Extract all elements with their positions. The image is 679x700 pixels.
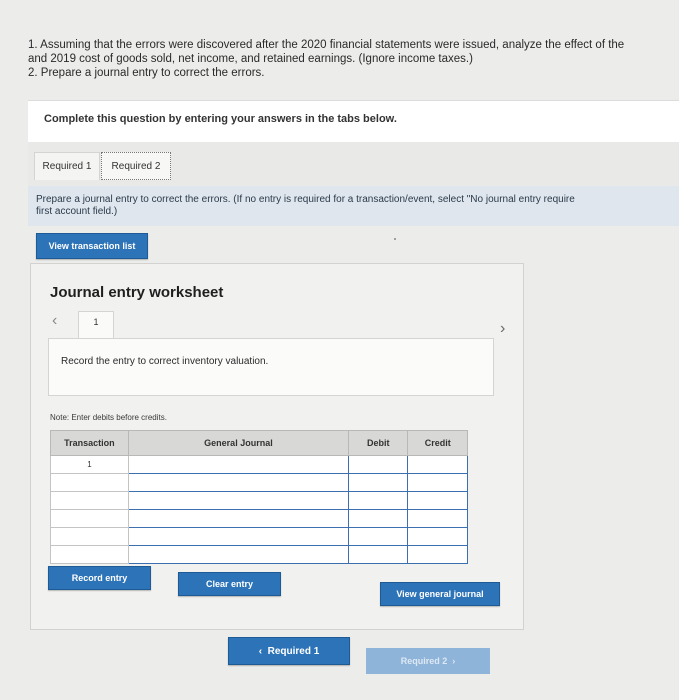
credit-input[interactable] (408, 528, 468, 546)
debit-input[interactable] (349, 528, 408, 546)
debit-input[interactable] (349, 456, 408, 474)
credit-input[interactable] (408, 546, 468, 564)
view-general-journal-button[interactable]: View general journal (380, 582, 500, 606)
header-transaction: Transaction (51, 431, 129, 456)
account-input[interactable] (128, 546, 348, 564)
question-line-2: and 2019 cost of goods sold, net income, and retained earnings. (Ignore income taxes.) (28, 53, 473, 65)
worksheet-page-tab[interactable]: 1 (78, 311, 114, 339)
account-input[interactable] (128, 528, 348, 546)
clear-entry-button[interactable]: Clear entry (178, 572, 281, 596)
header-debit: Debit (349, 431, 408, 456)
record-instruction-text: Record the entry to correct inventory valuation. (61, 356, 269, 367)
debit-input[interactable] (349, 510, 408, 528)
transaction-cell (51, 528, 129, 546)
credit-input[interactable] (408, 510, 468, 528)
record-instruction-box (48, 338, 494, 396)
table-row (51, 456, 468, 474)
account-input[interactable] (128, 474, 348, 492)
instructions-box (28, 186, 679, 226)
question-line-1: 1. Assuming that the errors were discovered after the 2020 financial statements were issued, analyze the effect of the (28, 39, 625, 51)
header-credit: Credit (408, 431, 468, 456)
next-required-label: Required 2 (400, 656, 448, 666)
transaction-cell (51, 546, 129, 564)
chevron-right-icon[interactable]: › (500, 320, 506, 337)
question-line-3: 2. Prepare a journal entry to correct the errors. (28, 67, 265, 79)
tab-required-2[interactable]: Required 2 (101, 152, 171, 180)
table-row (51, 474, 468, 492)
transaction-cell (51, 510, 129, 528)
table-row (51, 492, 468, 510)
account-input[interactable] (128, 510, 348, 528)
prev-required-label: Required 1 (267, 646, 320, 657)
cursor-dot (394, 238, 396, 240)
debit-input[interactable] (349, 474, 408, 492)
transaction-cell: 1 (51, 456, 129, 474)
journal-table (50, 430, 468, 564)
worksheet-title: Journal entry worksheet (50, 284, 224, 301)
tabs-bar (28, 142, 679, 186)
question-text (28, 38, 679, 80)
transaction-cell (51, 492, 129, 510)
header-general-journal: General Journal (128, 431, 348, 456)
view-transaction-list-button[interactable]: View transaction list (36, 233, 148, 259)
tab-required-1[interactable]: Required 1 (34, 152, 100, 180)
transaction-cell (51, 474, 129, 492)
credit-input[interactable] (408, 474, 468, 492)
account-input[interactable] (128, 492, 348, 510)
chevron-right-icon: › (447, 656, 456, 666)
complete-prompt-box (28, 100, 679, 143)
table-row (51, 510, 468, 528)
debit-input[interactable] (349, 492, 408, 510)
chevron-left-icon[interactable]: ‹ (52, 312, 58, 329)
credit-input[interactable] (408, 492, 468, 510)
debits-note: Note: Enter debits before credits. (50, 413, 167, 422)
next-required-button[interactable] (366, 648, 490, 674)
chevron-left-icon: ‹ (258, 646, 268, 657)
table-row (51, 546, 468, 564)
table-row (51, 528, 468, 546)
account-input[interactable] (128, 456, 348, 474)
credit-input[interactable] (408, 456, 468, 474)
debit-input[interactable] (349, 546, 408, 564)
prev-required-button[interactable] (228, 637, 350, 665)
record-entry-button[interactable]: Record entry (48, 566, 151, 590)
complete-prompt: Complete this question by entering your answers in the tabs below. (44, 113, 397, 125)
instructions-text: Prepare a journal entry to correct the errors. (If no entry is required for a transaction/event, select "No journal entry require first account field.) (36, 194, 575, 217)
